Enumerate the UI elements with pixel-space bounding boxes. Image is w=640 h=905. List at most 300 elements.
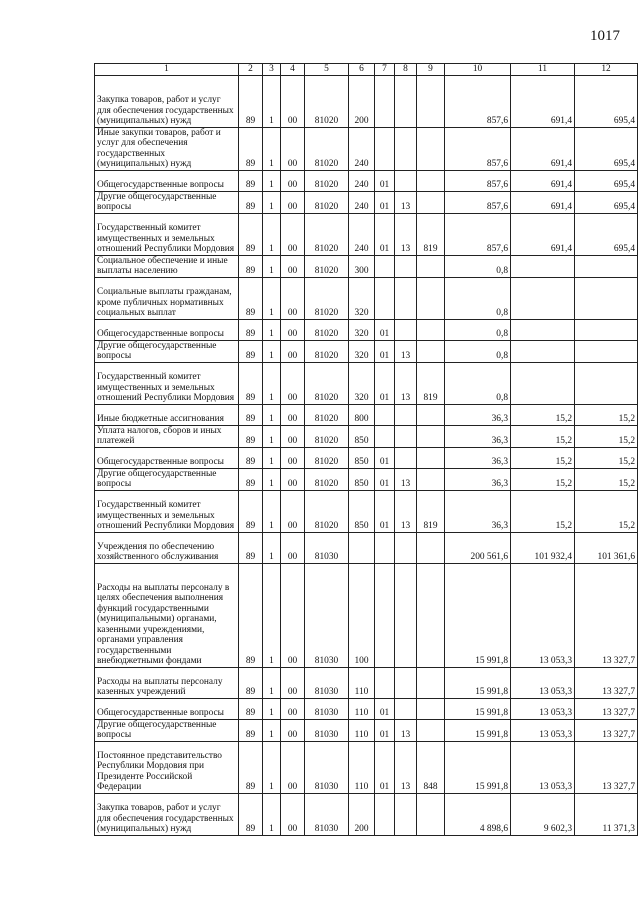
table-row bbox=[95, 490, 638, 532]
amount-cell: 695,4 bbox=[575, 213, 638, 255]
code-cell: 00 bbox=[281, 75, 305, 127]
row-name-cell: Общегосударственные вопросы bbox=[95, 447, 239, 468]
code-cell: 81020 bbox=[305, 75, 349, 127]
amount-cell bbox=[511, 319, 575, 340]
amount-cell: 15,2 bbox=[511, 490, 575, 532]
code-cell: 1 bbox=[263, 170, 281, 191]
code-cell bbox=[395, 425, 417, 447]
code-cell: 01 bbox=[375, 340, 395, 362]
code-cell: 81020 bbox=[305, 447, 349, 468]
amount-cell: 0,8 bbox=[445, 319, 511, 340]
code-cell bbox=[395, 793, 417, 835]
code-cell: 89 bbox=[239, 698, 263, 719]
code-cell: 89 bbox=[239, 75, 263, 127]
code-cell: 110 bbox=[349, 698, 375, 719]
amount-cell bbox=[575, 255, 638, 277]
code-cell bbox=[375, 793, 395, 835]
code-cell: 1 bbox=[263, 532, 281, 563]
code-cell bbox=[417, 170, 445, 191]
code-cell: 89 bbox=[239, 191, 263, 213]
code-cell bbox=[375, 404, 395, 425]
code-cell: 89 bbox=[239, 667, 263, 698]
code-cell bbox=[417, 793, 445, 835]
code-cell: 81030 bbox=[305, 719, 349, 741]
code-cell: 89 bbox=[239, 563, 263, 667]
amount-cell: 15,2 bbox=[575, 468, 638, 490]
table-row bbox=[95, 667, 638, 698]
code-cell: 81030 bbox=[305, 532, 349, 563]
code-cell: 00 bbox=[281, 447, 305, 468]
code-cell bbox=[395, 667, 417, 698]
header-cell: 5 bbox=[305, 64, 349, 76]
code-cell: 13 bbox=[395, 468, 417, 490]
amount-cell: 13 053,3 bbox=[511, 719, 575, 741]
code-cell: 1 bbox=[263, 127, 281, 170]
code-cell: 1 bbox=[263, 277, 281, 319]
amount-cell: 15 991,8 bbox=[445, 698, 511, 719]
row-name-cell: Государственный комитет имущественных и земельных отношений Республики Мордовия bbox=[95, 362, 239, 404]
code-cell: 13 bbox=[395, 741, 417, 793]
row-name-cell: Общегосударственные вопросы bbox=[95, 170, 239, 191]
row-name-cell: Закупка товаров, работ и услуг для обеспечения государственных (муниципальных) нужд bbox=[95, 793, 239, 835]
row-name-cell: Другие общегосударственные вопросы bbox=[95, 340, 239, 362]
code-cell: 00 bbox=[281, 255, 305, 277]
code-cell: 89 bbox=[239, 404, 263, 425]
code-cell: 1 bbox=[263, 404, 281, 425]
code-cell: 81020 bbox=[305, 468, 349, 490]
table-row bbox=[95, 170, 638, 191]
code-cell bbox=[375, 532, 395, 563]
amount-cell: 11 371,3 bbox=[575, 793, 638, 835]
amount-cell: 857,6 bbox=[445, 213, 511, 255]
table-row bbox=[95, 741, 638, 793]
table-row bbox=[95, 75, 638, 127]
code-cell: 13 bbox=[395, 213, 417, 255]
code-cell: 13 bbox=[395, 719, 417, 741]
code-cell: 81030 bbox=[305, 741, 349, 793]
code-cell: 01 bbox=[375, 741, 395, 793]
header-cell: 8 bbox=[395, 64, 417, 76]
code-cell: 1 bbox=[263, 490, 281, 532]
code-cell bbox=[375, 425, 395, 447]
code-cell: 00 bbox=[281, 793, 305, 835]
amount-cell: 15,2 bbox=[511, 404, 575, 425]
code-cell: 81020 bbox=[305, 277, 349, 319]
amount-cell: 857,6 bbox=[445, 170, 511, 191]
code-cell bbox=[417, 191, 445, 213]
code-cell bbox=[417, 667, 445, 698]
code-cell: 850 bbox=[349, 447, 375, 468]
code-cell bbox=[417, 719, 445, 741]
code-cell bbox=[395, 319, 417, 340]
amount-cell: 13 327,7 bbox=[575, 698, 638, 719]
table-row bbox=[95, 468, 638, 490]
code-cell: 00 bbox=[281, 404, 305, 425]
code-cell bbox=[417, 75, 445, 127]
code-cell: 89 bbox=[239, 362, 263, 404]
code-cell: 89 bbox=[239, 319, 263, 340]
code-cell: 81020 bbox=[305, 191, 349, 213]
code-cell bbox=[375, 277, 395, 319]
code-cell bbox=[417, 447, 445, 468]
header-cell: 10 bbox=[445, 64, 511, 76]
code-cell: 89 bbox=[239, 532, 263, 563]
code-cell: 850 bbox=[349, 468, 375, 490]
row-name-cell: Иные закупки товаров, работ и услуг для обеспечения государственных (муниципальных) нужд bbox=[95, 127, 239, 170]
amount-cell: 695,4 bbox=[575, 170, 638, 191]
code-cell: 81020 bbox=[305, 425, 349, 447]
table-row bbox=[95, 532, 638, 563]
row-name-cell: Закупка товаров, работ и услуг для обеспечения государственных (муниципальных) нужд bbox=[95, 75, 239, 127]
table-row bbox=[95, 362, 638, 404]
code-cell: 00 bbox=[281, 362, 305, 404]
amount-cell: 200 561,6 bbox=[445, 532, 511, 563]
code-cell bbox=[375, 255, 395, 277]
amount-cell bbox=[511, 277, 575, 319]
amount-cell: 101 932,4 bbox=[511, 532, 575, 563]
table-row bbox=[95, 404, 638, 425]
code-cell: 89 bbox=[239, 447, 263, 468]
table-row bbox=[95, 213, 638, 255]
amount-cell: 13 053,3 bbox=[511, 563, 575, 667]
code-cell: 320 bbox=[349, 277, 375, 319]
amount-cell: 4 898,6 bbox=[445, 793, 511, 835]
table-row bbox=[95, 127, 638, 170]
row-name-cell: Социальные выплаты гражданам, кроме публичных нормативных социальных выплат bbox=[95, 277, 239, 319]
header-cell: 12 bbox=[575, 64, 638, 76]
code-cell: 110 bbox=[349, 741, 375, 793]
table-row bbox=[95, 277, 638, 319]
code-cell: 850 bbox=[349, 425, 375, 447]
amount-cell: 15 991,8 bbox=[445, 741, 511, 793]
amount-cell: 691,4 bbox=[511, 127, 575, 170]
header-cell: 1 bbox=[95, 64, 239, 76]
table-row bbox=[95, 698, 638, 719]
amount-cell: 36,3 bbox=[445, 447, 511, 468]
code-cell bbox=[395, 255, 417, 277]
code-cell: 13 bbox=[395, 490, 417, 532]
code-cell bbox=[417, 404, 445, 425]
code-cell: 00 bbox=[281, 667, 305, 698]
code-cell bbox=[417, 127, 445, 170]
row-name-cell: Другие общегосударственные вопросы bbox=[95, 191, 239, 213]
code-cell: 01 bbox=[375, 719, 395, 741]
header-cell: 4 bbox=[281, 64, 305, 76]
code-cell: 00 bbox=[281, 277, 305, 319]
code-cell: 819 bbox=[417, 490, 445, 532]
code-cell: 00 bbox=[281, 490, 305, 532]
table-row bbox=[95, 191, 638, 213]
code-cell: 00 bbox=[281, 340, 305, 362]
amount-cell: 15 991,8 bbox=[445, 563, 511, 667]
amount-cell: 857,6 bbox=[445, 191, 511, 213]
table-row bbox=[95, 793, 638, 835]
code-cell: 240 bbox=[349, 127, 375, 170]
code-cell: 320 bbox=[349, 362, 375, 404]
code-cell: 1 bbox=[263, 468, 281, 490]
code-cell: 320 bbox=[349, 340, 375, 362]
row-name-cell: Государственный комитет имущественных и земельных отношений Республики Мордовия bbox=[95, 490, 239, 532]
row-name-cell: Общегосударственные вопросы bbox=[95, 698, 239, 719]
code-cell: 89 bbox=[239, 127, 263, 170]
amount-cell: 857,6 bbox=[445, 75, 511, 127]
amount-cell bbox=[575, 362, 638, 404]
amount-cell bbox=[511, 362, 575, 404]
amount-cell: 36,3 bbox=[445, 490, 511, 532]
code-cell: 81020 bbox=[305, 127, 349, 170]
code-cell: 81020 bbox=[305, 255, 349, 277]
code-cell: 00 bbox=[281, 319, 305, 340]
code-cell: 00 bbox=[281, 468, 305, 490]
code-cell: 1 bbox=[263, 698, 281, 719]
amount-cell: 0,8 bbox=[445, 340, 511, 362]
table-row bbox=[95, 447, 638, 468]
code-cell: 01 bbox=[375, 490, 395, 532]
amount-cell: 13 327,7 bbox=[575, 719, 638, 741]
amount-cell bbox=[511, 255, 575, 277]
code-cell bbox=[417, 532, 445, 563]
code-cell: 89 bbox=[239, 425, 263, 447]
code-cell: 00 bbox=[281, 213, 305, 255]
code-cell: 01 bbox=[375, 447, 395, 468]
code-cell: 800 bbox=[349, 404, 375, 425]
amount-cell: 15,2 bbox=[575, 425, 638, 447]
code-cell: 81020 bbox=[305, 490, 349, 532]
code-cell: 01 bbox=[375, 468, 395, 490]
amount-cell: 15 991,8 bbox=[445, 719, 511, 741]
code-cell: 00 bbox=[281, 563, 305, 667]
code-cell bbox=[417, 277, 445, 319]
code-cell: 89 bbox=[239, 170, 263, 191]
code-cell: 1 bbox=[263, 362, 281, 404]
code-cell: 81020 bbox=[305, 340, 349, 362]
code-cell bbox=[417, 319, 445, 340]
amount-cell: 0,8 bbox=[445, 255, 511, 277]
amount-cell: 13 053,3 bbox=[511, 667, 575, 698]
amount-cell: 15,2 bbox=[511, 425, 575, 447]
row-name-cell: Другие общегосударственные вопросы bbox=[95, 719, 239, 741]
code-cell: 110 bbox=[349, 719, 375, 741]
code-cell: 81030 bbox=[305, 667, 349, 698]
amount-cell: 13 327,7 bbox=[575, 741, 638, 793]
code-cell bbox=[349, 532, 375, 563]
code-cell: 240 bbox=[349, 213, 375, 255]
code-cell: 81020 bbox=[305, 362, 349, 404]
code-cell: 1 bbox=[263, 255, 281, 277]
code-cell: 13 bbox=[395, 362, 417, 404]
code-cell: 200 bbox=[349, 793, 375, 835]
row-name-cell: Государственный комитет имущественных и земельных отношений Республики Мордовия bbox=[95, 213, 239, 255]
amount-cell: 691,4 bbox=[511, 75, 575, 127]
code-cell bbox=[417, 425, 445, 447]
code-cell: 00 bbox=[281, 698, 305, 719]
code-cell: 100 bbox=[349, 563, 375, 667]
amount-cell: 15,2 bbox=[511, 468, 575, 490]
table-row bbox=[95, 563, 638, 667]
code-cell: 89 bbox=[239, 277, 263, 319]
amount-cell: 15,2 bbox=[575, 404, 638, 425]
amount-cell: 857,6 bbox=[445, 127, 511, 170]
code-cell: 00 bbox=[281, 532, 305, 563]
header-cell: 3 bbox=[263, 64, 281, 76]
code-cell: 13 bbox=[395, 191, 417, 213]
code-cell: 1 bbox=[263, 793, 281, 835]
code-cell bbox=[417, 340, 445, 362]
code-cell bbox=[417, 255, 445, 277]
code-cell: 1 bbox=[263, 447, 281, 468]
code-cell: 819 bbox=[417, 362, 445, 404]
code-cell: 89 bbox=[239, 340, 263, 362]
code-cell: 00 bbox=[281, 719, 305, 741]
row-name-cell: Общегосударственные вопросы bbox=[95, 319, 239, 340]
code-cell bbox=[395, 170, 417, 191]
amount-cell: 695,4 bbox=[575, 127, 638, 170]
amount-cell: 15 991,8 bbox=[445, 667, 511, 698]
code-cell: 00 bbox=[281, 170, 305, 191]
code-cell: 1 bbox=[263, 75, 281, 127]
code-cell: 89 bbox=[239, 255, 263, 277]
budget-table bbox=[94, 63, 638, 836]
code-cell: 81030 bbox=[305, 698, 349, 719]
row-name-cell: Расходы на выплаты персоналу казенных учреждений bbox=[95, 667, 239, 698]
amount-cell: 15,2 bbox=[511, 447, 575, 468]
code-cell: 89 bbox=[239, 793, 263, 835]
header-cell: 2 bbox=[239, 64, 263, 76]
code-cell: 81020 bbox=[305, 213, 349, 255]
amount-cell: 0,8 bbox=[445, 277, 511, 319]
code-cell: 00 bbox=[281, 191, 305, 213]
code-cell bbox=[395, 404, 417, 425]
code-cell: 89 bbox=[239, 213, 263, 255]
code-cell: 13 bbox=[395, 340, 417, 362]
header-cell: 9 bbox=[417, 64, 445, 76]
code-cell: 01 bbox=[375, 191, 395, 213]
header-row bbox=[95, 64, 638, 76]
code-cell: 01 bbox=[375, 698, 395, 719]
header-cell: 11 bbox=[511, 64, 575, 76]
code-cell: 1 bbox=[263, 191, 281, 213]
code-cell: 81020 bbox=[305, 170, 349, 191]
code-cell: 01 bbox=[375, 319, 395, 340]
amount-cell: 36,3 bbox=[445, 425, 511, 447]
code-cell: 01 bbox=[375, 213, 395, 255]
amount-cell: 13 327,7 bbox=[575, 667, 638, 698]
amount-cell bbox=[575, 319, 638, 340]
amount-cell: 13 053,3 bbox=[511, 698, 575, 719]
row-name-cell: Уплата налогов, сборов и иных платежей bbox=[95, 425, 239, 447]
amount-cell bbox=[575, 277, 638, 319]
amount-cell: 691,4 bbox=[511, 191, 575, 213]
code-cell: 850 bbox=[349, 490, 375, 532]
row-name-cell: Иные бюджетные ассигнования bbox=[95, 404, 239, 425]
code-cell: 1 bbox=[263, 741, 281, 793]
code-cell: 89 bbox=[239, 468, 263, 490]
amount-cell bbox=[575, 340, 638, 362]
code-cell bbox=[395, 563, 417, 667]
amount-cell: 691,4 bbox=[511, 213, 575, 255]
amount-cell: 15,2 bbox=[575, 447, 638, 468]
table-row bbox=[95, 255, 638, 277]
amount-cell: 101 361,6 bbox=[575, 532, 638, 563]
amount-cell: 36,3 bbox=[445, 468, 511, 490]
table-row bbox=[95, 340, 638, 362]
amount-cell: 36,3 bbox=[445, 404, 511, 425]
code-cell bbox=[395, 127, 417, 170]
code-cell: 81020 bbox=[305, 404, 349, 425]
code-cell bbox=[375, 667, 395, 698]
code-cell bbox=[417, 698, 445, 719]
code-cell: 81030 bbox=[305, 563, 349, 667]
code-cell: 1 bbox=[263, 213, 281, 255]
code-cell: 1 bbox=[263, 667, 281, 698]
code-cell: 89 bbox=[239, 719, 263, 741]
code-cell: 300 bbox=[349, 255, 375, 277]
amount-cell: 15,2 bbox=[575, 490, 638, 532]
code-cell: 110 bbox=[349, 667, 375, 698]
code-cell: 1 bbox=[263, 563, 281, 667]
code-cell: 89 bbox=[239, 741, 263, 793]
code-cell: 320 bbox=[349, 319, 375, 340]
code-cell: 01 bbox=[375, 362, 395, 404]
code-cell bbox=[417, 563, 445, 667]
table-row bbox=[95, 319, 638, 340]
code-cell: 848 bbox=[417, 741, 445, 793]
code-cell: 1 bbox=[263, 340, 281, 362]
code-cell: 1 bbox=[263, 319, 281, 340]
amount-cell: 691,4 bbox=[511, 170, 575, 191]
code-cell bbox=[375, 563, 395, 667]
code-cell bbox=[395, 698, 417, 719]
code-cell bbox=[375, 127, 395, 170]
row-name-cell: Социальное обеспечение и иные выплаты населению bbox=[95, 255, 239, 277]
code-cell: 819 bbox=[417, 213, 445, 255]
code-cell bbox=[395, 75, 417, 127]
code-cell: 81020 bbox=[305, 319, 349, 340]
table-row bbox=[95, 719, 638, 741]
code-cell: 00 bbox=[281, 425, 305, 447]
code-cell: 240 bbox=[349, 191, 375, 213]
row-name-cell: Постоянное представительство Республики Мордовия при Президенте Российской Федерации bbox=[95, 741, 239, 793]
amount-cell: 9 602,3 bbox=[511, 793, 575, 835]
code-cell bbox=[395, 532, 417, 563]
code-cell: 00 bbox=[281, 741, 305, 793]
table-row bbox=[95, 425, 638, 447]
code-cell: 200 bbox=[349, 75, 375, 127]
amount-cell: 13 327,7 bbox=[575, 563, 638, 667]
row-name-cell: Другие общегосударственные вопросы bbox=[95, 468, 239, 490]
amount-cell bbox=[511, 340, 575, 362]
code-cell: 1 bbox=[263, 719, 281, 741]
code-cell bbox=[375, 75, 395, 127]
code-cell: 89 bbox=[239, 490, 263, 532]
amount-cell: 695,4 bbox=[575, 191, 638, 213]
amount-cell: 13 053,3 bbox=[511, 741, 575, 793]
code-cell bbox=[417, 468, 445, 490]
amount-cell: 695,4 bbox=[575, 75, 638, 127]
code-cell: 1 bbox=[263, 425, 281, 447]
code-cell bbox=[395, 277, 417, 319]
code-cell: 00 bbox=[281, 127, 305, 170]
code-cell: 01 bbox=[375, 170, 395, 191]
row-name-cell: Расходы на выплаты персоналу в целях обеспечения выполнения функций государственными (муниципальными) органами, казенными учреждениями, органами управления государственными внебюджетными фондами bbox=[95, 563, 239, 667]
row-name-cell: Учреждения по обеспечению хозяйственного обслуживания bbox=[95, 532, 239, 563]
code-cell: 240 bbox=[349, 170, 375, 191]
header-cell: 7 bbox=[375, 64, 395, 76]
page-number: 1017 bbox=[590, 28, 620, 44]
header-cell: 6 bbox=[349, 64, 375, 76]
amount-cell: 0,8 bbox=[445, 362, 511, 404]
code-cell: 81030 bbox=[305, 793, 349, 835]
